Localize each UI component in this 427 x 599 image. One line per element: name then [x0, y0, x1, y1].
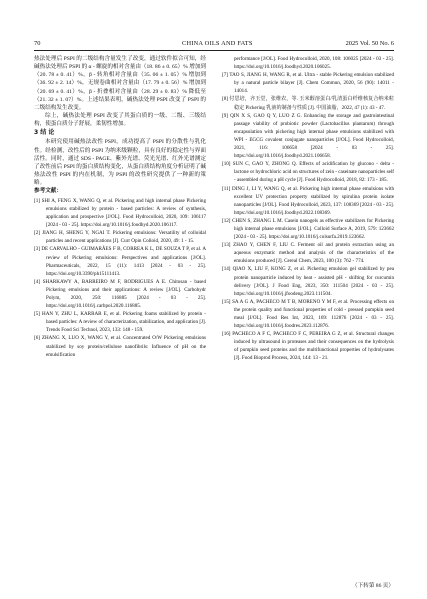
reference-item: [16] PACHECO A F C, PACHECO F C, PEREIRA G Z, et al. Structural changes induced by ultrasound in proteases and their consequences on the hydrolysis of pumpkin seed proteins and the multifunctional properties of hydrolysates [J]. Food Bioprod Process, 2024, 144: 13 - 21. [222, 331, 394, 362]
reference-item: [1] SHI A, FENG X, WANG Q, et al. Pickering and high internal phase Pickering emulsions stabilized by protein - based particles: A review of synthesis, application and prospective [J/OL]. Food Hydrocolloid, 2020, 109: 106117 [2024 - 03 - 25]. https://doi.org/10.1016/j.foodhyd.2020.106117. [34, 197, 206, 229]
reference-item: [9] QIN X S, GAO Q Y, LUO Z G. Enhancing the storage and gastrointestinal passage viability of probiotic powder (Lactobacillus plantarum) through encapsulation with pickering high internal phase emulsions stabilized with WPI - EGCG covalent conjugate nanoparticles [J/OL]. Food Hydrocolloid, 2021, 116: 106658 [2024 - 03 - 25]. https://doi.org/10.1016/j.foodhyd.2021.106658. [222, 112, 394, 160]
reference-item: [15] SA A G A, PACHECO M T B, MORENO Y M F, et al. Processing effects on the protein quality and functional properties of cold - pressed pumpkin seed meal [J/OL]. Food Res Int, 2023, 169: 112876 [2024 - 03 - 25]. https://doi.org/10.1016/j.foodres.2023.112876. [222, 298, 394, 330]
body-paragraph: 综上，碱热法处理 PSPI 改变了其蛋白质的一级、二级、三级结构，使蛋白质分子舒展，柔韧性增加。 [34, 113, 206, 128]
references-heading: 参考文献： [34, 188, 62, 195]
reference-item: [6] ZHANG X, LUO X, WANG Y, et al. Concentrated O/W Pickering emulsions stabilized by soy protein/cellulose nanofibrils: Influence of pH on the emulsification [34, 335, 206, 358]
reference-item: [11] DING J, LI Y, WANG Q, et al. Pickering high internal phase emulsions with excellent UV protection property stabilized by spirulina protein isolate nanoparticles [J/OL]. Food Hydrocolloid, 2023, 137: 108369 [2024 - 03 - 25]. https://doi.org/10.1016/j.foodhyd.2022.108369. [222, 185, 394, 216]
issue-info: 2025 Vol. 50 No. 6 [345, 40, 394, 47]
reference-item: [4] SHARKAWY A, BARREIRO M F, RODRIGUES A E. Chitosan - based Pickering emulsions and their applications: A review [J/OL]. Carbohydr Polym, 2020, 250: 116885 [2024 - 03 - 25]. https://doi.org/10.1016/j.carbpol.2020.116885. [34, 278, 206, 310]
reference-item: [14] QIAO X, LIU F, KONG Z, et al. Pickering emulsion gel stabilized by pea protein nanoparticle induced by heat - assisted pH - shifting for curcumin delivery [J/OL]. J Food Eng, 2023, 350: 111504 [2024 - 03 - 25]. https://doi.org/10.1016/j.jfoodeng.2023.111504. [222, 266, 394, 297]
page-number: 70 [34, 40, 41, 47]
reference-item: [13] ZHAO Y, CHEN F, LIU C. Ferment oil and protein extraction using an aqueous enzymatic method and analysis of the characteristics of the emulsions produced [J]. Cereal Chem, 2023, 100 (3): 762 - 774. [222, 242, 394, 265]
header-rule [34, 50, 394, 51]
conclusion-paragraph: 本研究使用碱热法改性 PSPI，成功提高了 PSPI 的分散性与乳化性。经检测，改性后的 PSPI 为纳米级颗粒，具有良好的稳定性与界面活性。同时，通过 SDS - PAGE、紫外光谱、荧光光谱、红外光谱测定了改性前后 PSPI 的蛋白质结构变化，从蛋白质结构角度分析证明了碱热法改性 PSPI 的内在机制，为 PSPI 的改性研究提供了一种新的策略。 [34, 139, 206, 187]
running-header [34, 40, 394, 50]
reference-item: [7] TAO S, JIANG H, WANG R, et al. Ultra - stable Pickering emulsion stabilized by a natural particle bilayer [J]. Chem Commun, 2020, 56 (90): 14011 - 14014. [222, 72, 394, 95]
right-column [222, 55, 394, 363]
reference-item: [3] DE CARVALHO - GUIMARÃES F B, CORREA K L, DE SOUZA T P, et al. A review of Pickering emulsions: Perspectives and applications [J/OL]. Pharmaceuticals, 2022, 15 (11): 1413 [2024 - 03 - 25]. https://doi.org/10.3390/ph15111413. [34, 246, 206, 277]
left-column [34, 55, 206, 359]
body-paragraph: 热法处理后 PSPI 的二级结构含量发生了改变，通过软件拟合可知，经碱热法处理后 PSPI 的 α - 螺旋的相对含量由（18. 86 ± 0. 65）% 增加到（20. 78 ± 0. 41）%，β - 转角相对含量由（35. 06 ± 1. 05）% 增加到（36. 92 ± 2. 14）%，无规卷曲相对含量由（17. 79 ± 0. 56）% 增加到（20. 69 ± 0. 41）%，β - 折叠相对含量由（28. 29 ± 0. 83）% 降低至（21. 32 ± 1. 07）%。上述结果表明，碱热法处理 PSPI 改变了 PSPI 的二级结构发生改变。 [34, 56, 206, 111]
reference-item: [5] HAN Y, ZHU L, KARRAR E, et al. Pickering foams stabilized by protein - based particles: A review of characterization, stabilization, and application [J]. Trends Food Sci Technol, 2023, 133: 148 - 159. [34, 311, 206, 334]
reference-item: [8] 付思培，齐玉堂，张维农，等. 玉米醇溶蛋白/乳清蛋白纤维核复合纳米粒稳定 Pickering 乳液的制备与性质 [J]. 中国油脂，2022, 47 (1): 43 - 47. [222, 96, 394, 111]
journal-name: CHINA OILS AND FATS [182, 40, 253, 47]
reference-item: [10] SUN C, GAO Y, ZHONG Q. Effects of acidification by glucono - delta - lactone or hydrochloric acid on structures of zein - caseinate nanoparticles self - assembled during a pH cycle [J]. Food Hydrocolloid, 2018, 82: 173 - 185. [222, 161, 394, 184]
reference-item: [12] CHEN S, ZHANG L M. Casein nanogels as effective stabilizers for Pickering high internal phase emulsions [J/OL]. Colloid Surface A, 2019, 579: 123662 [2024 - 03 - 25]. https://doi.org/10.1016/j.colsurfa.2019.123662. [222, 217, 394, 241]
reference-item: [2] JIANG H, SHENG Y, NGAI T. Pickering emulsions: Versatility of colloidal particles and recent applications [J]. Curr Opin Colloid, 2020, 49: 1 - 15. [34, 230, 206, 245]
reference-continuation: performance [J/OL]. Food Hydrocolloid, 2020, 108: 106025 [2024 - 03 - 25]. https://doi.org/10.1016/j.foodhyd.2020.106025. [234, 56, 394, 71]
section-heading: 3 结 论 [34, 129, 55, 137]
continued-note: （下转第 86 页） [352, 583, 394, 589]
